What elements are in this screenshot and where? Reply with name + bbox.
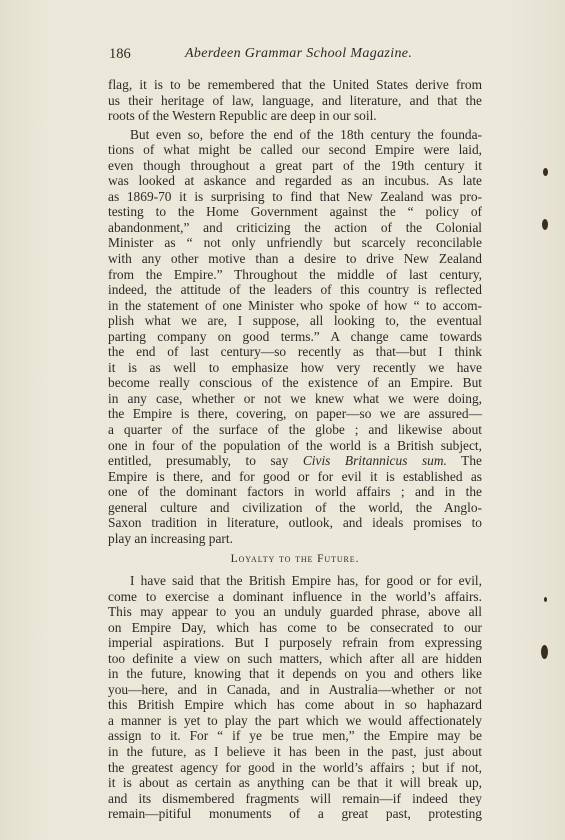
text-line: one in four of the population of the world is a British subject, xyxy=(108,437,482,453)
text-line: remain—pitiful monuments of a great past, protesting xyxy=(108,806,482,822)
text-line: general culture and civilization of the world, the Anglo- xyxy=(108,499,482,515)
text-line: play an increasing part. xyxy=(108,530,233,546)
text-fragment: The xyxy=(446,453,482,469)
text-line: This may appear to you an unduly guarded phrase, above all xyxy=(108,604,482,620)
text-line: the end of last century—so recently as that—but I think xyxy=(108,344,482,360)
text-line: roots of the Western Republic are deep in our soil. xyxy=(108,108,377,124)
text-line: too definite a view on such matters, which after all are hidden xyxy=(108,650,482,666)
margin-speck xyxy=(541,645,548,659)
magazine-title: Aberdeen Grammar School Magazine. xyxy=(185,46,413,61)
running-header xyxy=(109,46,481,66)
latin-phrase: Civis Britannicus sum. xyxy=(302,453,447,469)
text-line: Empire is there, and for good or for evil it is established as xyxy=(108,468,482,484)
margin-speck xyxy=(542,219,548,230)
text-line: us their heritage of law, language, and literature, and that the xyxy=(108,92,482,108)
text-line: plish what we are, I suppose, all looking to, the eventual xyxy=(108,313,482,329)
text-line: abandonment,” and criticizing the action of the Colonial xyxy=(108,219,482,235)
text-line: it is about as certain as anything can be that it will break up, xyxy=(108,775,482,791)
text-line: flag, it is to be remembered that the United States derive from xyxy=(108,77,482,92)
text-line: But even so, before the end of the 18th century the founda- xyxy=(130,126,482,142)
text-line: assign to it. For “ if ye be true men,” the Empire may be xyxy=(108,728,482,744)
text-line: in the statement of one Minister who spoke of how “ to accom- xyxy=(108,297,482,313)
text-line: become really conscious of the existence of an Empire. But xyxy=(108,375,482,391)
body-text xyxy=(108,77,482,822)
text-line: you—here, and in Canada, and in Australia—whether or not xyxy=(108,681,482,697)
text-fragment: entitled, presumably, to say xyxy=(108,453,303,469)
text-line: a quarter of the surface of the globe ; and likewise about xyxy=(108,422,482,438)
text-line: imperial aspirations. But I purposely refrain from expressing xyxy=(108,635,482,651)
section-heading: Loyalty to the Future. xyxy=(230,553,360,566)
page-number: 186 xyxy=(109,46,131,62)
text-line: in the future, knowing that it depends on you and others like xyxy=(108,666,482,682)
text-line: with any other motive than a desire to drive New Zealand xyxy=(108,251,482,267)
text-line: as 1869-70 it is surprising to find that New Zealand was pro- xyxy=(108,188,482,204)
text-line: one of the dominant factors in world affairs ; and in the xyxy=(108,484,482,500)
text-line: even though throughout a great part of the 19th century it xyxy=(108,157,482,173)
text-line: it is as well to emphasize how very recently we have xyxy=(108,359,482,375)
text-line: indeed, the attitude of the leaders of this country is reflected xyxy=(108,282,482,298)
text-line: the greatest agency for good in the world’s affairs ; but if not, xyxy=(108,759,482,775)
text-line: in the future, as I believe it has been in the past, just about xyxy=(108,743,482,759)
text-line: was looked at askance and regarded as an incubus. As late xyxy=(108,173,482,189)
text-line: this British Empire which has come about in so haphazard xyxy=(108,697,482,713)
text-line: parting company on good terms.” A change came towards xyxy=(108,328,482,344)
margin-speck xyxy=(544,597,547,602)
text-line: I have said that the British Empire has, for good or for evil, xyxy=(130,572,482,588)
text-line: on Empire Day, which has come to be consecrated to our xyxy=(108,619,482,635)
text-line: tions of what might be called our second Empire were laid, xyxy=(108,142,482,158)
text-line-latin xyxy=(108,453,482,469)
text-line: testing to the Home Government against the “ policy of xyxy=(108,204,482,220)
text-line: a manner is yet to play the part which we would affectionately xyxy=(108,712,482,728)
text-line: from the Empire.” Throughout the middle of last century, xyxy=(108,266,482,282)
text-line: come to exercise a dominant influence in the world’s affairs. xyxy=(108,588,482,604)
text-line: Minister as “ not only unfriendly but scarcely reconcilable xyxy=(108,235,482,251)
margin-speck xyxy=(543,168,548,176)
text-line: in any case, whether or not we knew what we were doing, xyxy=(108,390,482,406)
text-line: and its dismembered fragments will remain—if indeed they xyxy=(108,790,482,806)
text-line: Saxon tradition in literature, outlook, and ideals promises to xyxy=(108,515,482,531)
text-line: the Empire is there, covering, on paper—so we are assured— xyxy=(108,406,482,422)
